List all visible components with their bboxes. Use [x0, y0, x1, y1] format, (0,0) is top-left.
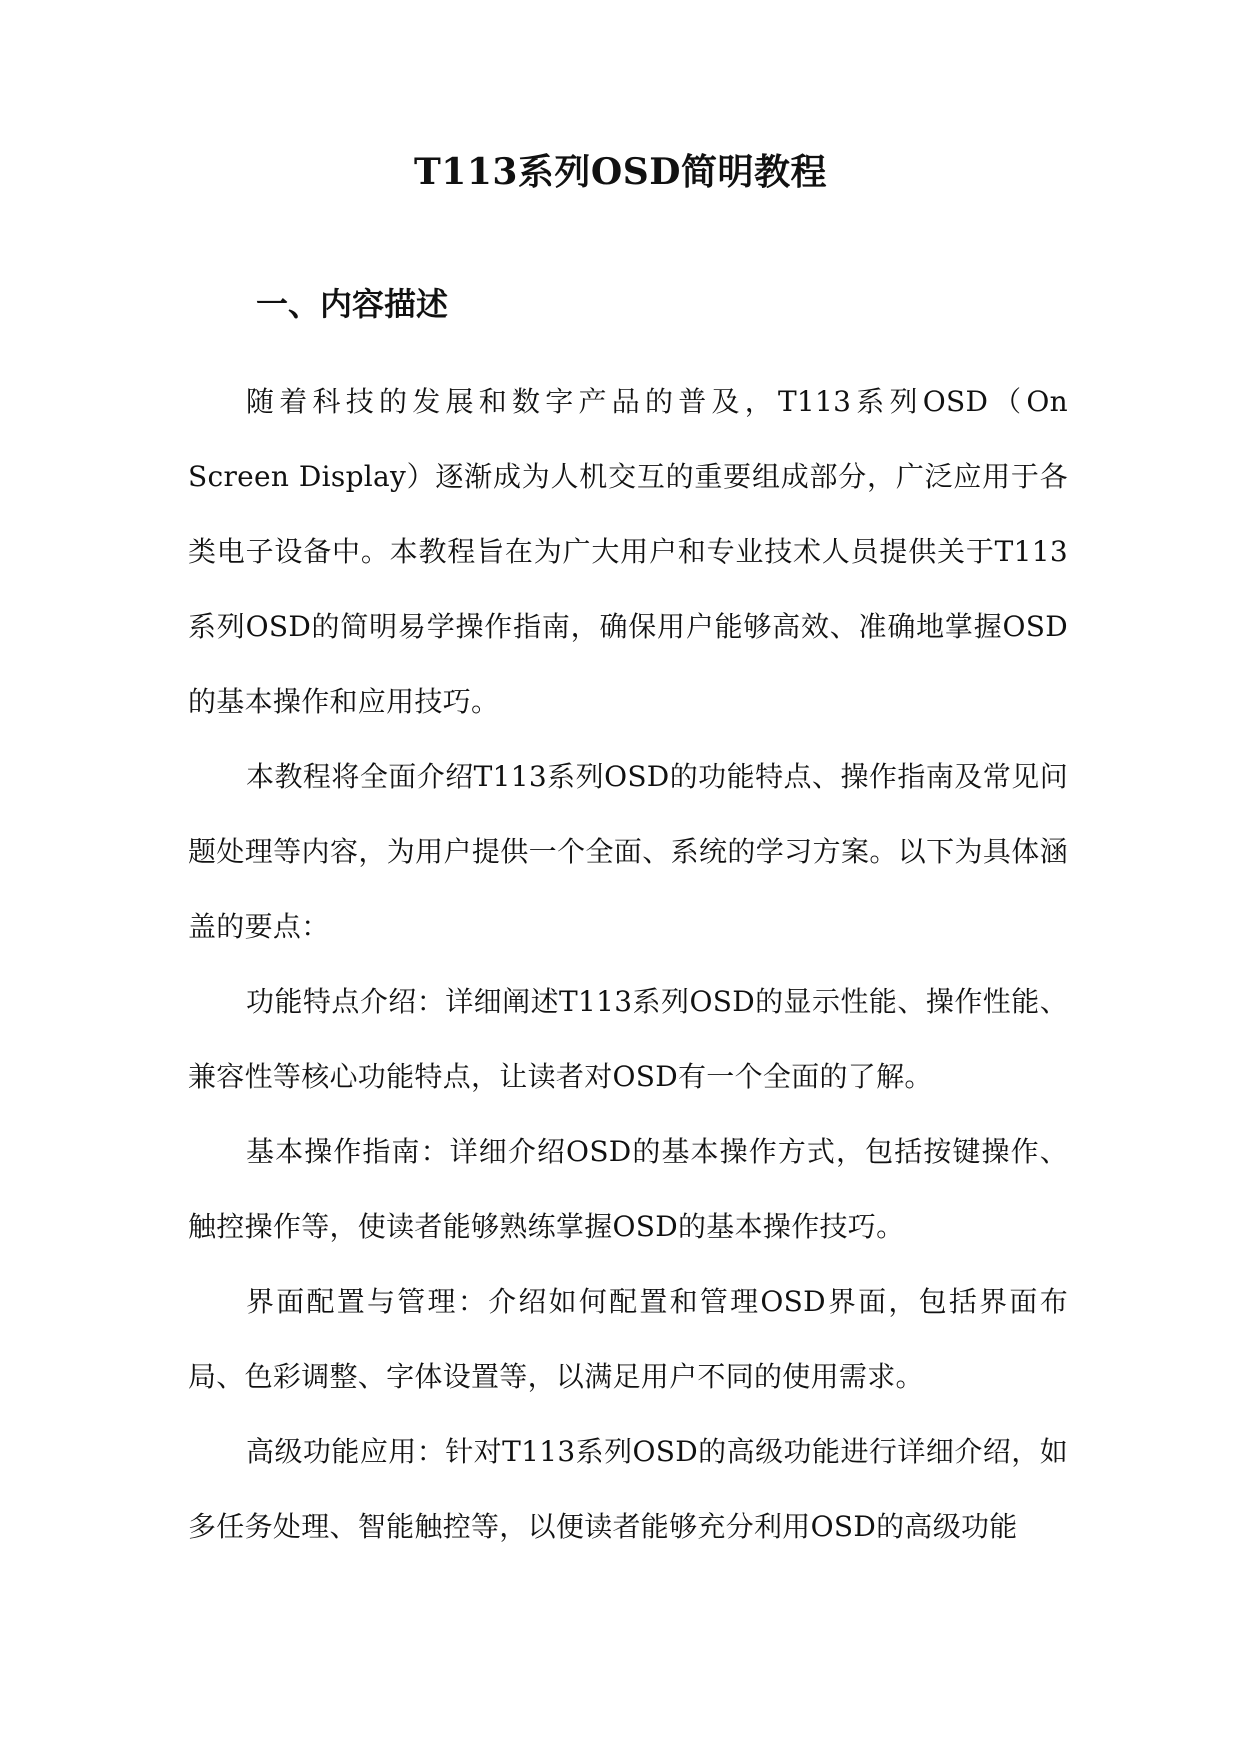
section-heading: 一、内容描述 [256, 285, 449, 323]
paragraph-basic-operation: 基本操作指南：详细介绍OSD的基本操作方式，包括按键操作、触控操作等，使读者能够熟练掌握OSD的基本操作技巧。 [188, 1135, 1068, 1243]
document-title: T113系列OSD简明教程 [413, 151, 827, 193]
paragraph-intro: 随着科技的发展和数字产品的普及，T113系列OSD（On Screen Display）逐渐成为人机交互的重要组成部分，广泛应用于各类电子设备中。本教程旨在为广大用户和专业技术人员提供关于T113系列OSD的简明易学操作指南，确保用户能够高效、准确地掌握OSD的基本操作和应用技巧。 [188, 385, 1068, 718]
document-body [188, 364, 1068, 1564]
paragraph-overview: 本教程将全面介绍T113系列OSD的功能特点、操作指南及常见问题处理等内容，为用户提供一个全面、系统的学习方案。以下为具体涵盖的要点： [188, 760, 1068, 943]
paragraph-interface-config: 界面配置与管理：介绍如何配置和管理OSD界面，包括界面布局、色彩调整、字体设置等，以满足用户不同的使用需求。 [188, 1285, 1068, 1393]
paragraph-advanced-features: 高级功能应用：针对T113系列OSD的高级功能进行详细介绍，如多任务处理、智能触控等，以便读者能够充分利用OSD的高级功能 [188, 1435, 1068, 1543]
paragraph-features: 功能特点介绍：详细阐述T113系列OSD的显示性能、操作性能、兼容性等核心功能特点，让读者对OSD有一个全面的了解。 [188, 985, 1068, 1093]
